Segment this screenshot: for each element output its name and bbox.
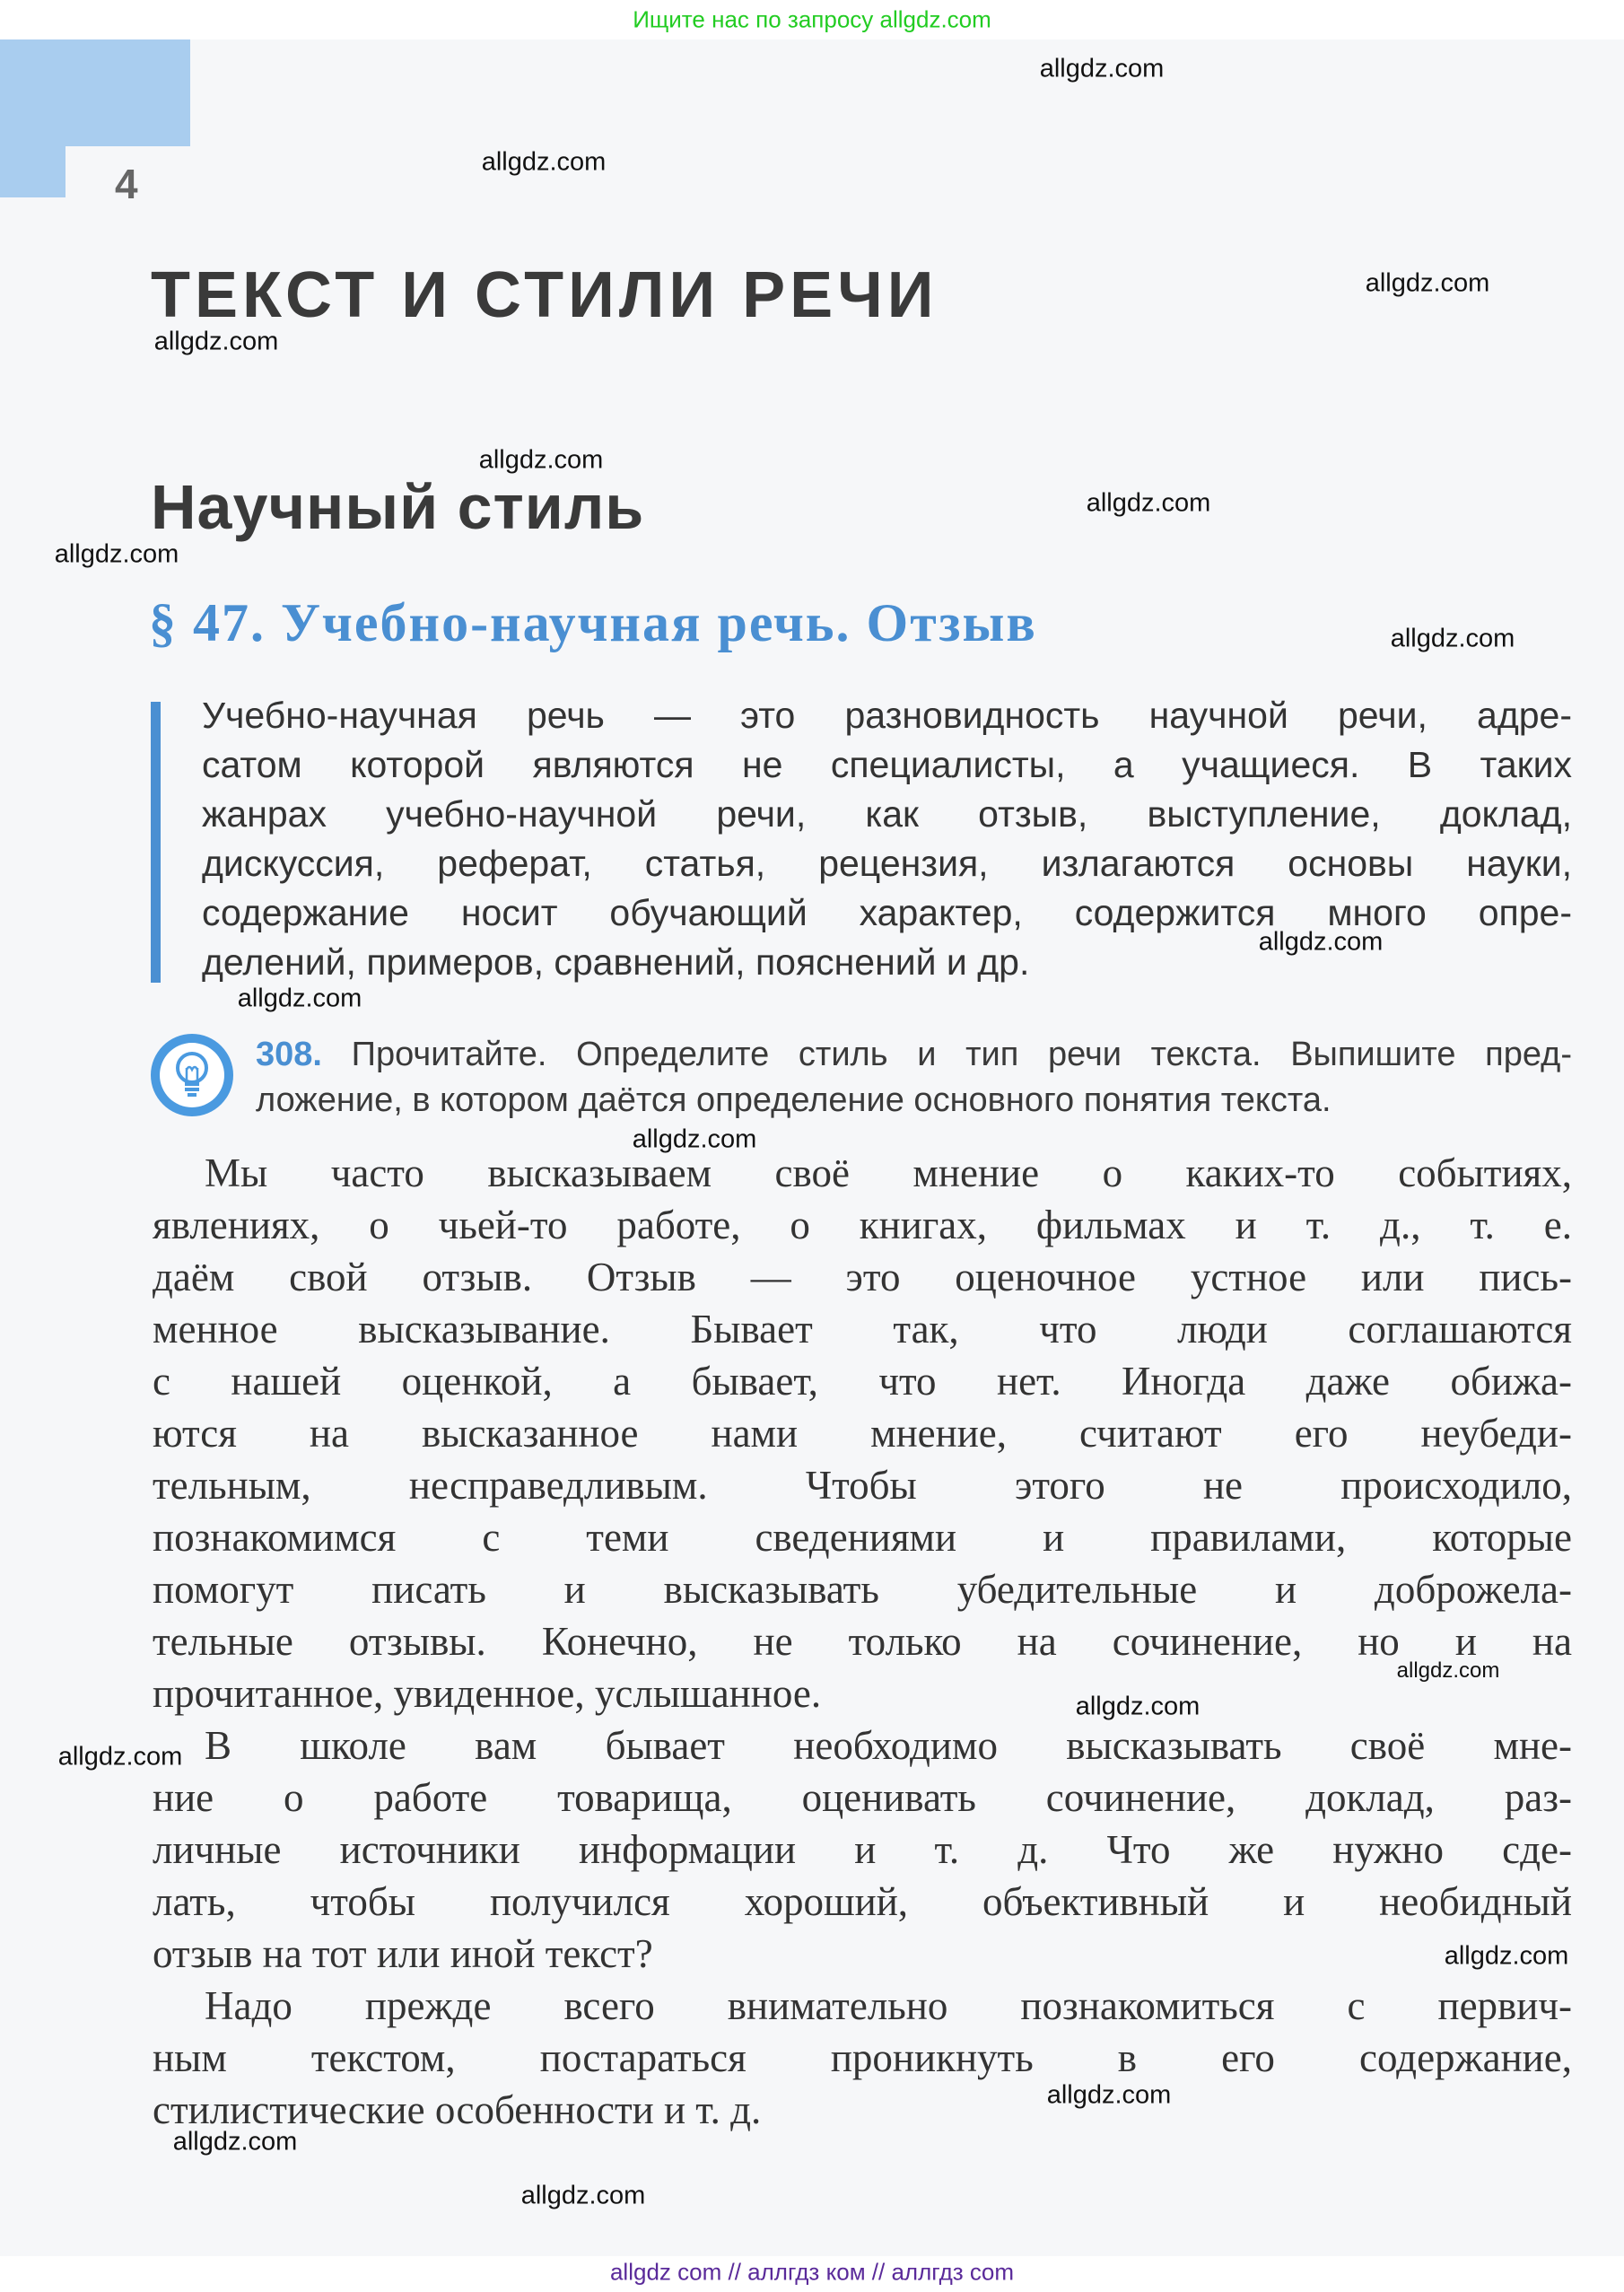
paragraph-title: § 47. Учебно-научная речь. Отзыв [149, 593, 1037, 652]
watermark: allgdz.com [520, 2181, 646, 2210]
body-line: Мы часто высказываем своё мнение о каких-то событиях, [205, 1150, 1572, 1195]
body-line: ние о работе товарища, оценивать сочинение, доклад, раз- [153, 1775, 1572, 1820]
watermark: allgdz.com [1365, 268, 1490, 298]
definition-bar [151, 702, 161, 983]
definition-line: содержание носит обучающий характер, содержится много опре- [202, 892, 1572, 933]
body-line: тельным, несправедливым. Чтобы этого не происходило, [153, 1463, 1572, 1508]
watermark: allgdz.com [54, 539, 179, 569]
watermark: allgdz.com [172, 2127, 298, 2156]
page-number: 4 [115, 161, 138, 207]
watermark: allgdz.com [1396, 1658, 1500, 1683]
exercise-text: Прочитайте. Определите стиль и тип речи текста. Выпишите пред- [351, 1036, 1572, 1073]
watermark: allgdz.com [1086, 488, 1211, 518]
definition-line: дискуссия, реферат, статья, рецензия, излагаются основы науки, [202, 843, 1572, 884]
watermark: allgdz.com [237, 984, 362, 1013]
watermark: allgdz.com [1390, 624, 1515, 653]
watermark: allgdz.com [1046, 2080, 1172, 2110]
body-line: Надо прежде всего внимательно познакомиться с первич- [205, 1983, 1572, 2028]
definition-line: делений, примеров, сравнений, пояснений и др. [202, 941, 1030, 983]
body-line: лать, чтобы получился хороший, объективный и необидный [153, 1879, 1572, 1924]
body-line: с нашей оценкой, а бывает, что нет. Иногда даже обижа- [153, 1359, 1572, 1404]
body-line: личные источники информации и т. д. Что же нужно сде- [153, 1827, 1572, 1872]
exercise-text: ложение, в котором даётся определение основного понятия текста. [256, 1081, 1332, 1119]
watermark: allgdz.com [632, 1124, 757, 1154]
top-banner-text[interactable]: Ищите нас по запросу allgdz.com [633, 5, 991, 33]
watermark: allgdz.com [153, 327, 279, 356]
exercise-task [256, 1032, 1572, 1124]
body-line: тельные отзывы. Конечно, не только на сочинение, но и на [153, 1619, 1572, 1664]
body-line: познакомимся с теми сведениями и правилами, которые [153, 1515, 1572, 1560]
body-line: явлениях, о чьей-то работе, о книгах, фильмах и т. д., т. е. [153, 1203, 1572, 1247]
body-line: В школе вам бывает необходимо высказывать своё мне- [205, 1723, 1572, 1768]
exercise-number: 308. [256, 1036, 322, 1073]
watermark: allgdz.com [481, 147, 607, 177]
section-title: Научный стиль [151, 472, 645, 542]
watermark: allgdz.com [57, 1742, 183, 1771]
watermark: allgdz.com [1039, 54, 1165, 83]
chapter-title: ТЕКСТ И СТИЛИ РЕЧИ [151, 259, 939, 331]
footer-banner [0, 2256, 1624, 2292]
watermark: allgdz.com [1258, 927, 1384, 957]
definition-line: жанрах учебно-научной речи, как отзыв, выступление, доклад, [202, 793, 1572, 835]
body-line: даём свой отзыв. Отзыв — это оценочное устное или пись- [153, 1255, 1572, 1299]
definition-line: Учебно-научная речь — это разновидность научной речи, адре- [202, 695, 1572, 736]
body-line: менное высказывание. Бывает так, что люди соглашаются [153, 1307, 1572, 1352]
lightbulb-icon [151, 1034, 233, 1116]
body-line: ются на высказанное нами мнение, считают его неубеди- [153, 1411, 1572, 1456]
watermark: allgdz.com [1075, 1692, 1201, 1721]
body-line: стилистические особенности и т. д. [153, 2087, 762, 2132]
exercise-body-text [153, 1147, 1572, 2136]
definition-line: сатом которой являются не специалисты, а учащиеся. В таких [202, 744, 1572, 785]
body-line: прочитанное, увиденное, услышанное. [153, 1671, 822, 1716]
watermark: allgdz.com [478, 445, 604, 475]
body-line: ным текстом, постараться проникнуть в его содержание, [153, 2035, 1572, 2080]
top-banner [0, 0, 1624, 39]
body-line: помогут писать и высказывать убедительные и доброжела- [153, 1567, 1572, 1612]
watermark: allgdz.com [1444, 1941, 1569, 1971]
body-line: отзыв на тот или иной текст? [153, 1931, 653, 1976]
footer-banner-text[interactable]: allgdz com // аллгдз ком // аллгдз com [609, 2258, 1015, 2286]
